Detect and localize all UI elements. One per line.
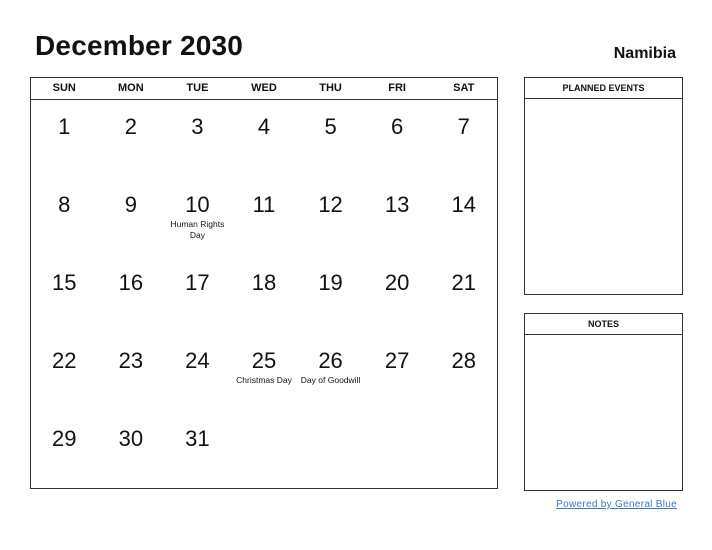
day-cell	[297, 334, 364, 412]
day-number: 20	[384, 270, 410, 295]
day-cell	[297, 256, 364, 334]
day-number: 7	[457, 114, 470, 139]
day-cell	[364, 100, 431, 178]
day-cell	[231, 256, 298, 334]
day-cell	[364, 256, 431, 334]
day-cell	[364, 334, 431, 412]
calendar-grid	[30, 77, 498, 489]
day-number: 12	[318, 192, 343, 217]
day-number: 14	[451, 192, 476, 217]
day-cell	[31, 334, 98, 412]
day-cell	[164, 412, 231, 490]
day-cell	[231, 178, 298, 256]
day-cell	[164, 256, 231, 334]
day-cell	[430, 256, 497, 334]
planned-events-heading: PLANNED EVENTS	[525, 78, 682, 99]
day-number: 9	[124, 192, 137, 217]
day-number: 19	[318, 270, 343, 295]
day-number: 27	[384, 348, 410, 373]
day-number: 15	[52, 270, 77, 295]
day-number: 1	[58, 114, 71, 139]
powered-by-link[interactable]: Powered by General Blue	[556, 499, 677, 510]
day-number: 16	[118, 270, 144, 295]
day-number: 18	[251, 270, 277, 295]
month-title: December 2030	[35, 30, 244, 61]
day-cell	[31, 178, 98, 256]
day-number: 28	[451, 348, 476, 373]
weekday-wed: WED	[251, 82, 277, 94]
day-number: 8	[58, 192, 71, 217]
day-cell	[231, 100, 298, 178]
day-number: 13	[384, 192, 410, 217]
day-number: 22	[52, 348, 77, 373]
day-cell	[164, 334, 231, 412]
day-number: 6	[391, 114, 404, 139]
weekday-sun: SUN	[52, 82, 76, 94]
day-number: 30	[118, 426, 144, 451]
day-cell	[164, 178, 231, 256]
day-number: 26	[318, 348, 343, 373]
country-label: Namibia	[613, 45, 676, 62]
day-cell	[31, 412, 98, 490]
weekday-header	[31, 78, 497, 100]
day-number: 2	[124, 114, 137, 139]
day-cell	[430, 334, 497, 412]
day-number: 29	[52, 426, 77, 451]
calendar-body	[31, 100, 497, 490]
holiday-label: Human Rights Day	[170, 219, 225, 240]
weekday-fri: FRI	[388, 82, 406, 94]
day-number: 5	[324, 114, 337, 139]
day-cell	[364, 412, 431, 490]
weekday-sat: SAT	[453, 82, 475, 94]
day-cell	[430, 412, 497, 490]
day-number: 23	[118, 348, 144, 373]
day-cell	[164, 100, 231, 178]
planned-events-panel	[524, 77, 683, 295]
day-cell	[297, 412, 364, 490]
day-number: 10	[185, 192, 210, 217]
day-cell	[364, 178, 431, 256]
day-cell	[98, 334, 165, 412]
day-number: 31	[185, 426, 210, 451]
day-number: 11	[252, 192, 276, 217]
day-number: 21	[451, 270, 476, 295]
day-cell	[98, 256, 165, 334]
notes-panel	[524, 313, 683, 491]
day-cell	[231, 334, 298, 412]
day-cell	[31, 100, 98, 178]
day-cell	[31, 256, 98, 334]
weekday-thu: THU	[319, 82, 342, 94]
day-cell	[430, 100, 497, 178]
day-cell	[98, 412, 165, 490]
day-cell	[98, 100, 165, 178]
notes-heading: NOTES	[525, 314, 682, 335]
holiday-label: Christmas Day	[236, 375, 292, 385]
day-cell	[98, 178, 165, 256]
weekday-mon: MON	[118, 82, 144, 94]
day-number: 3	[191, 114, 204, 139]
day-cell	[430, 178, 497, 256]
day-number: 4	[257, 114, 271, 139]
weekday-tue: TUE	[186, 82, 209, 94]
day-cell	[297, 100, 364, 178]
day-number: 24	[185, 348, 210, 373]
holiday-label: Day of Goodwill	[300, 375, 361, 385]
day-cell	[231, 412, 298, 490]
day-number: 17	[185, 270, 210, 295]
day-cell	[297, 178, 364, 256]
day-number: 25	[251, 348, 277, 373]
